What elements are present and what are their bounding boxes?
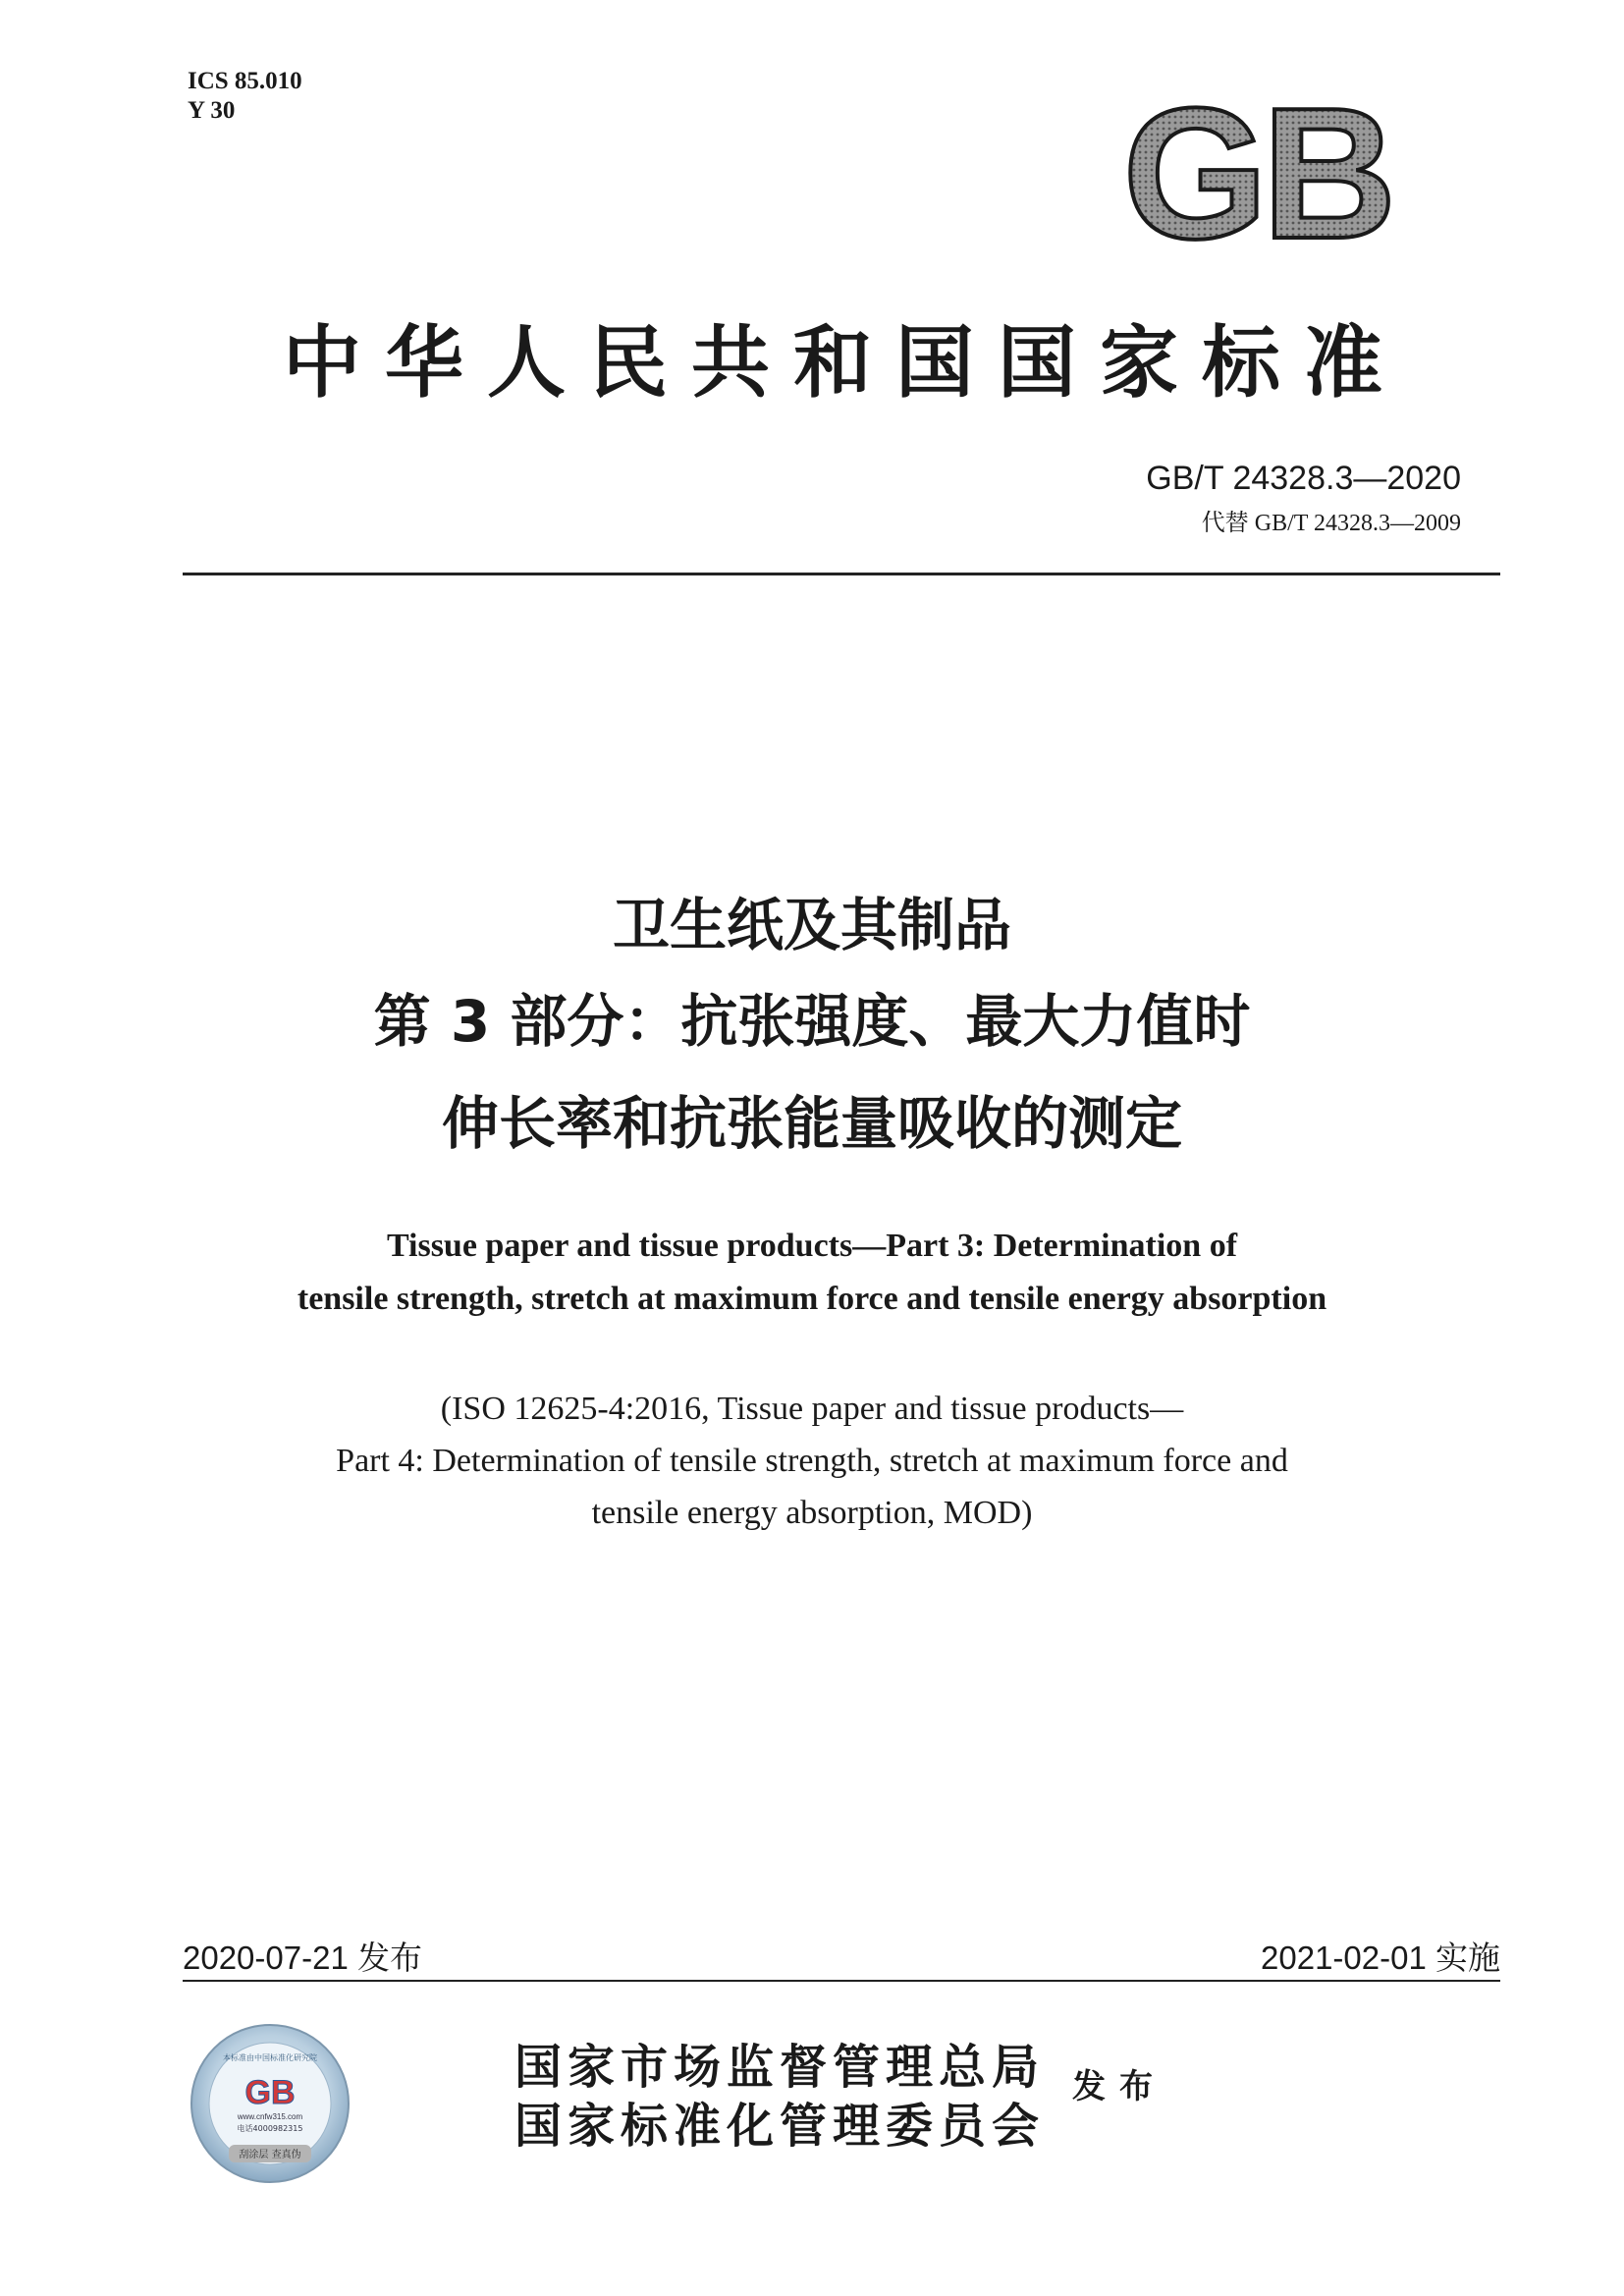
gb-logo-text: GB <box>1122 90 1391 259</box>
issuer-1: 国家市场监督管理总局 <box>514 2040 1046 2095</box>
replaces-standard: 代替 GB/T 24328.3—2009 <box>1201 511 1461 536</box>
issue-date: 2020-07-21 发布 <box>183 1940 422 1976</box>
stamp-scratch-text: 刮涂层 查真伪 <box>239 2150 301 2160</box>
iso-ref-line-3: tensile energy absorption, MOD) <box>591 1495 1033 1531</box>
issue-word: 发布 <box>1072 2067 1166 2106</box>
issuer-2: 国家标准化管理委员会 <box>514 2099 1046 2154</box>
ics-code: ICS 85.010 <box>188 68 302 94</box>
stamp-top-text: 本标准由中国标准化研究院 <box>223 2053 317 2062</box>
header-divider <box>183 573 1500 575</box>
title-cn-line-3: 伸长率和抗张能量吸收的测定 <box>441 1090 1182 1157</box>
footer-divider <box>183 1980 1500 1982</box>
title-cn-line-1: 卫生纸及其制品 <box>612 892 1011 958</box>
anti-counterfeit-stamp <box>189 2023 351 2184</box>
title-en-line-1: Tissue paper and tissue products—Part 3: Determination of <box>386 1228 1238 1264</box>
effective-date: 2021-02-01 实施 <box>1261 1940 1500 1976</box>
classification-codes <box>188 67 302 126</box>
iso-ref-line-2: Part 4: Determination of tensile strength, stretch at maximum force and <box>336 1443 1288 1479</box>
stamp-logo-text: GB <box>244 2074 296 2111</box>
national-standard-title: 中华人民共和国国家标准 <box>283 316 1406 409</box>
title-en-line-2: tensile strength, stretch at maximum force and tensile energy absorption <box>297 1281 1327 1317</box>
stamp-website: www.cnfw315.com <box>237 2112 303 2121</box>
title-cn-line-2: 第 3 部分：抗张强度、最大力值时 <box>373 988 1251 1055</box>
standard-number: GB/T 24328.3—2020 <box>1146 460 1461 497</box>
gb-logo <box>1090 90 1424 259</box>
stamp-phone: 电话4000982315 <box>237 2124 303 2133</box>
ccs-code: Y 30 <box>188 97 236 124</box>
iso-ref-line-1: (ISO 12625-4:2016, Tissue paper and tissue products— <box>440 1391 1184 1427</box>
